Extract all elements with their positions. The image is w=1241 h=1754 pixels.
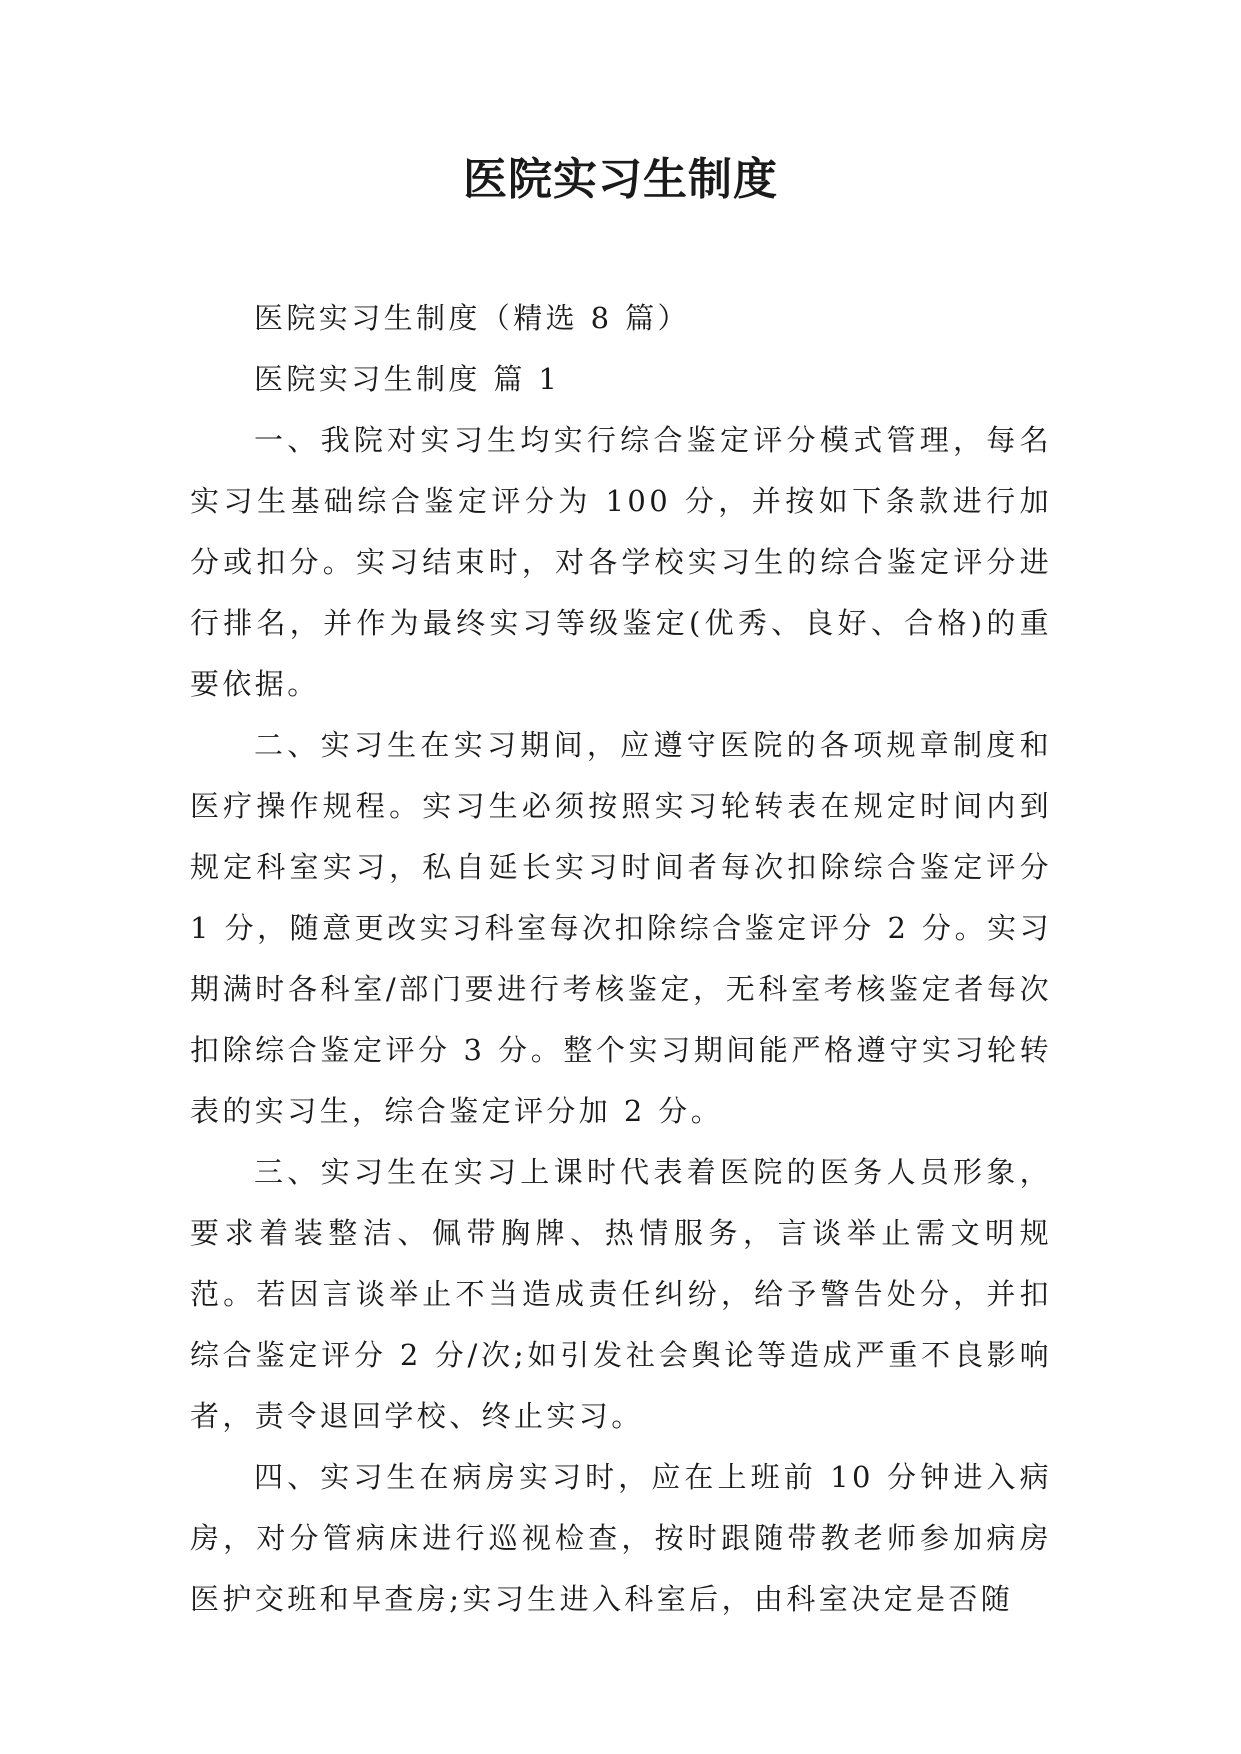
document-body (190, 288, 1052, 1630)
paragraph-1: 一、我院对实习生均实行综合鉴定评分模式管理，每名实习生基础综合鉴定评分为 100 分，并按如下条款进行加分或扣分。实习结束时，对各学校实习生的综合鉴定评分进行排名，并作为最终实习等级鉴定(优秀、良好、合格)的重要依据。 (190, 423, 1052, 701)
paragraph-4: 四、实习生在病房实习时，应在上班前 10 分钟进入病房，对分管病床进行巡视检查，按时跟随带教老师参加病房医护交班和早查房;实习生进入科室后，由科室决定是否随 (190, 1460, 1052, 1616)
document-title: 医院实习生制度 (463, 154, 778, 205)
paragraph-3: 三、实习生在实习上课时代表着医院的医务人员形象，要求着装整洁、佩带胸牌、热情服务，言谈举止需文明规范。若因言谈举止不当造成责任纠纷，给予警告处分，并扣综合鉴定评分 2 分/次;如引发社会舆论等造成严重不良影响者，责令退回学校、终止实习。 (190, 1155, 1052, 1433)
paragraph-2: 二、实习生在实习期间，应遵守医院的各项规章制度和医疗操作规程。实习生必须按照实习轮转表在规定时间内到规定科室实习，私自延长实习时间者每次扣除综合鉴定评分 1 分，随意更改实习科室每次扣除综合鉴定评分 2 分。实习期满时各科室/部门要进行考核鉴定，无科室考核鉴定者每次扣除综合鉴定评分 3 分。整个实习期间能严格遵守实习轮转表的实习生，综合鉴定评分加 2 分。 (190, 728, 1052, 1128)
document-subtitle: 医院实习生制度（精选 8 篇） (254, 301, 690, 335)
section-heading: 医院实习生制度 篇 1 (254, 362, 561, 396)
